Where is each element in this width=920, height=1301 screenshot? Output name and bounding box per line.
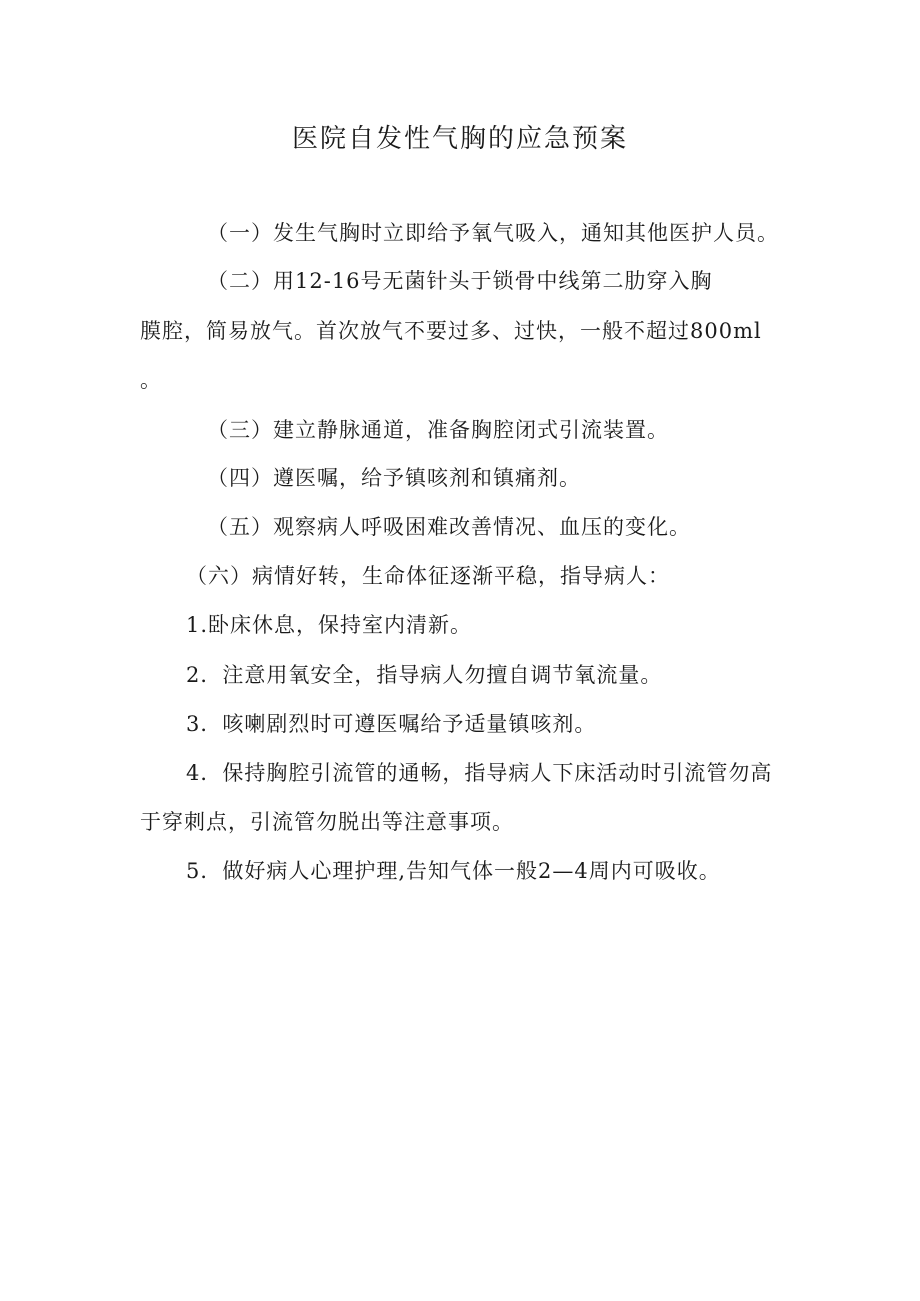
- paragraph-line: （五）观察病人呼吸困难改善情况、血压的变化。: [207, 515, 691, 539]
- list-item: 1.卧床休息，保持室内清新。: [186, 613, 473, 637]
- paragraph-line: 膜腔，简易放气。首次放气不要过多、过快，一般不超过800ml: [140, 319, 762, 343]
- paragraph-line: （三）建立静脉通道，准备胸腔闭式引流装置。: [207, 418, 669, 442]
- paragraph-line: （六）病情好转，生命体征逐渐平稳，指导病人：: [186, 564, 670, 588]
- paragraph-line: 。: [140, 368, 162, 392]
- paragraph-line: （四）遵医嘱，给予镇咳剂和镇痛剂。: [207, 466, 581, 490]
- list-item: 4．保持胸腔引流管的通畅，指导病人下床活动时引流管勿高: [186, 761, 773, 785]
- paragraph-line: （二）用12-16号无菌针头于锁骨中线第二肋穿入胸: [207, 269, 713, 293]
- list-item: 2．注意用氧安全，指导病人勿擅自调节氧流量。: [186, 663, 663, 687]
- list-item-continuation: 于穿刺点，引流管勿脱出等注意事项。: [140, 810, 514, 834]
- paragraph-line: （一）发生气胸时立即给予氧气吸入，通知其他医护人员。: [207, 221, 779, 245]
- list-item: 5．做好病人心理护理,告知气体一般2—4周内可吸收。: [186, 859, 721, 883]
- document-title: 医院自发性气胸的应急预案: [291, 124, 628, 154]
- list-item: 3．咳喇剧烈时可遵医嘱给予适量镇咳剂。: [186, 712, 597, 736]
